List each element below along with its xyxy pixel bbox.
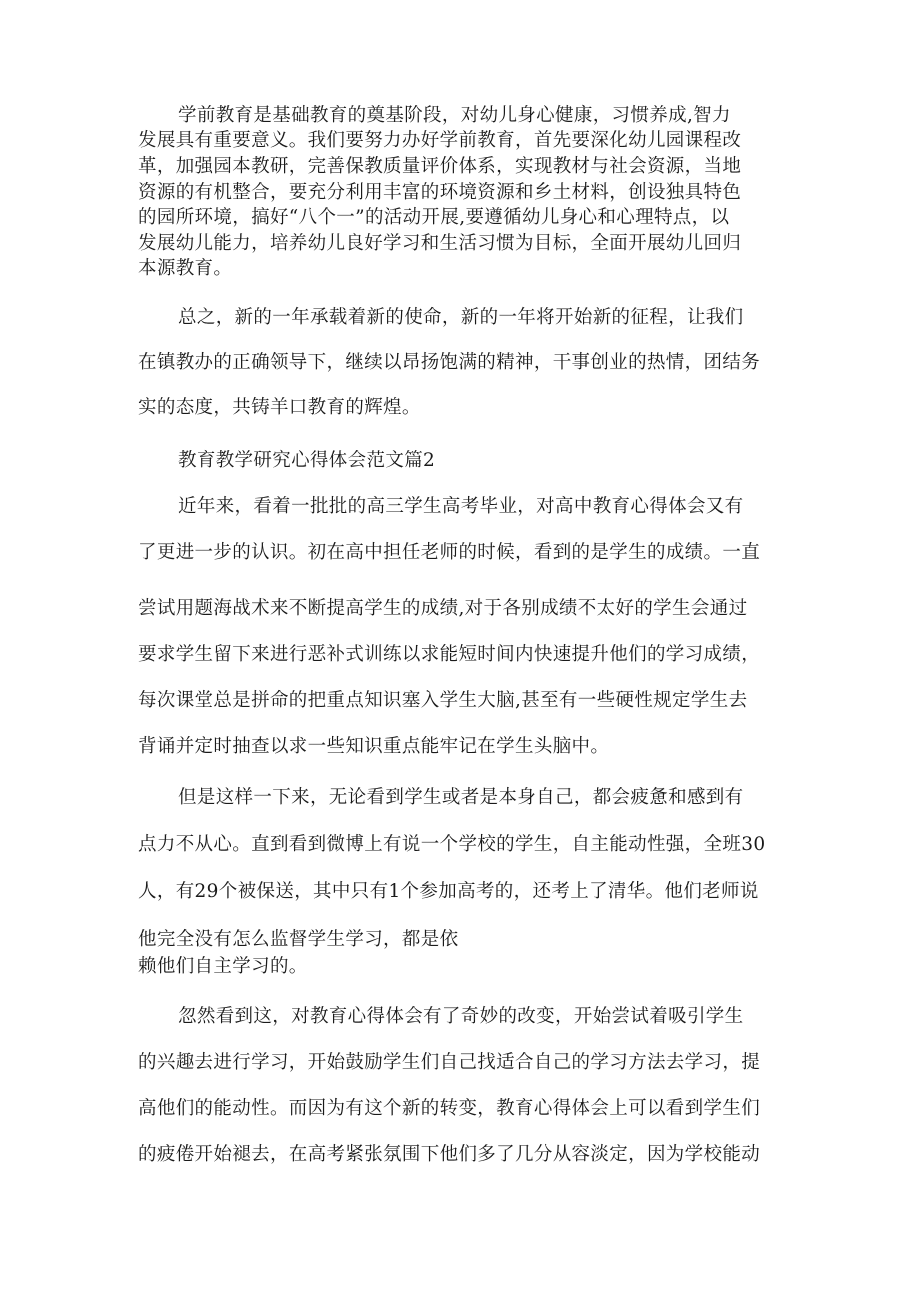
text-line: 学前教育是基础教育的奠基阶段，对幼儿身心健康，习惯养成,智力: [178, 105, 731, 126]
text-line: 赖他们自主学习的。: [138, 956, 308, 977]
text-line: 高他们的能动性。而因为有这个新的转变，教育心得体会上可以看到学生们: [138, 1098, 761, 1119]
section-heading: 教育教学研究心得体会范文篇2: [178, 450, 436, 471]
text-line: 在镇教办的正确领导下，继续以昂扬饱满的精神，干事创业的热情，团结务: [138, 352, 761, 373]
text-line: 忽然看到这，对教育心得体会有了奇妙的改变，开始尝试着吸引学生: [178, 1006, 744, 1027]
text-line: 他完全没有怎么监督学生学习，都是依: [138, 929, 459, 950]
text-line: 背诵并定时抽查以求一些知识重点能牢记在学生头脑中。: [138, 736, 610, 757]
text-line: 近年来，看着一批批的高三学生高考毕业，对高中教育心得体会又有: [178, 496, 744, 517]
text-line: 要求学生留下来进行恶补式训练以求能短时间内快速提升他们的学习成绩，: [138, 644, 761, 665]
text-line: 资源的有机整合，要充分利用丰富的环境资源和乡土材料，创设独具特色: [138, 182, 742, 203]
text-line: 每次课堂总是拼命的把重点知识塞入学生大脑,甚至有一些硬性规定学生去: [138, 690, 748, 711]
text-line: 发展幼儿能力，培养幼儿良好学习和生活习惯为目标，全面开展幼儿回归: [138, 233, 742, 254]
text-line: 发展具有重要意义。我们要努力办好学前教育，首先要深化幼儿园课程改: [138, 130, 742, 151]
text-line: 了更进一步的认识。初在高中担任老师的时候，看到的是学生的成绩。一直: [138, 542, 761, 563]
text-line: 的兴趣去进行学习，开始鼓励学生们自己找适合自己的学习方法去学习，提: [138, 1052, 761, 1073]
text-line: 但是这样一下来，无论看到学生或者是本身自己，都会疲惫和感到有: [178, 787, 744, 808]
text-line: 的疲倦开始褪去，在高考紧张氛围下他们多了几分从容淡定，因为学校能动: [138, 1144, 761, 1165]
text-line: 的园所环境，搞好“八个一”的活动开展,要遵循幼儿身心和心理特点，以: [138, 207, 730, 228]
text-line: 总之，新的一年承载着新的使命，新的一年将开始新的征程，让我们: [178, 307, 744, 328]
text-line: 革，加强园本教研，完善保教质量评价体系，实现教材与社会资源，当地: [138, 156, 742, 177]
text-line: 实的态度，共铸羊口教育的辉煌。: [138, 397, 421, 418]
text-line: 本源教育。: [138, 258, 233, 279]
text-line: 人，有29个被保送，其中只有1个参加高考的，还考上了清华。他们老师说: [138, 881, 759, 902]
text-line: 点力不从心。直到看到微博上有说一个学校的学生，自主能动性强，全班30: [138, 834, 766, 855]
text-line: 尝试用题海战术来不断提高学生的成绩,对于各别成绩不太好的学生会通过: [138, 598, 748, 619]
